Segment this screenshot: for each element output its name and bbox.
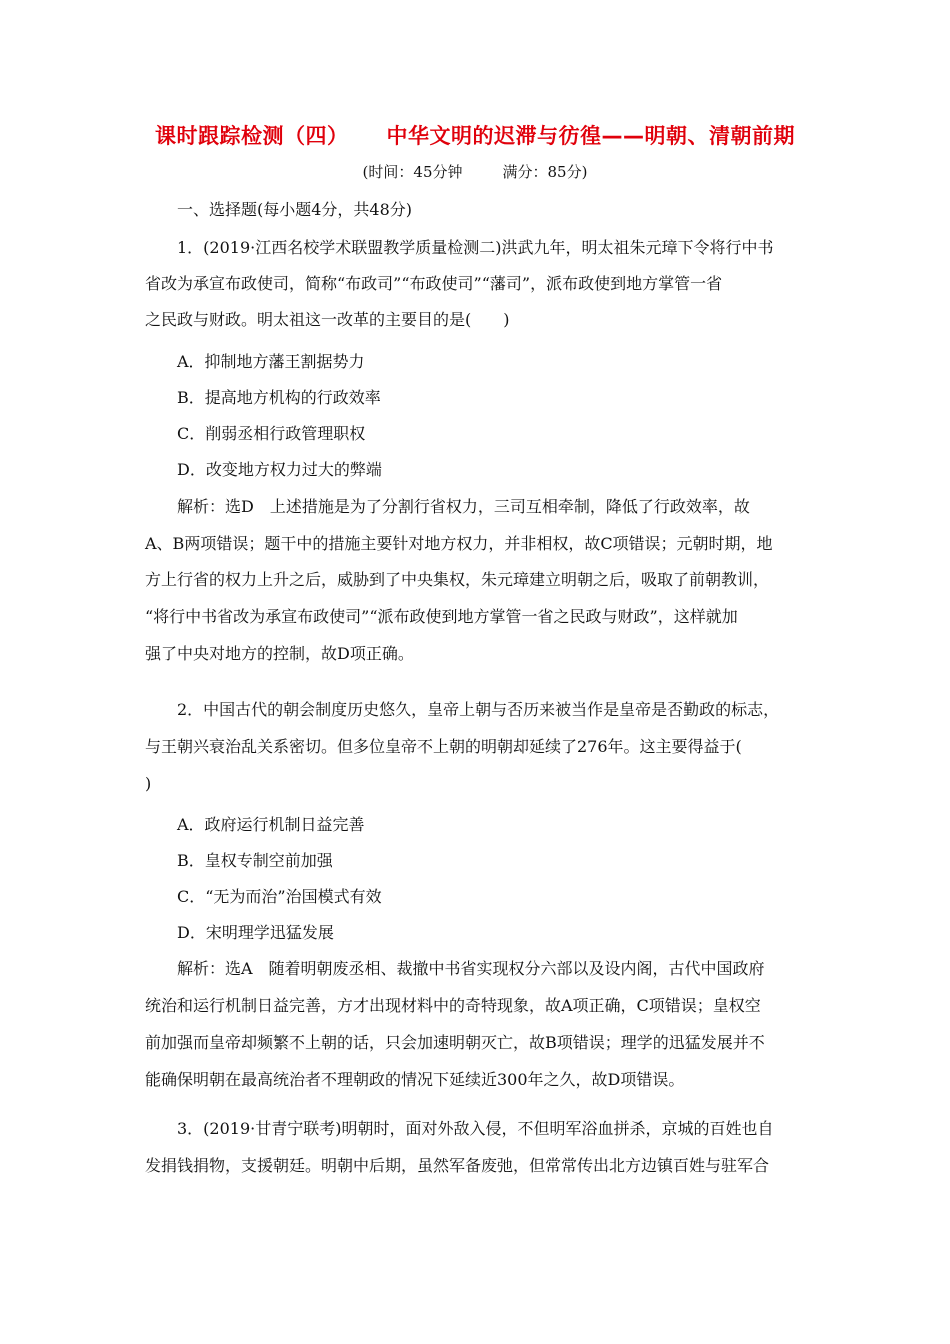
q1-analysis-line: “将行中书省改为承宣布政使司”“派布政使到地方掌管一省之民政与财政”，这样就加 xyxy=(145,607,738,626)
section-heading: 一、选择题(每小题4分，共48分) xyxy=(177,200,413,219)
q1-option-c: C．削弱丞相行政管理职权 xyxy=(177,424,366,443)
q2-analysis-line: 统治和运行机制日益完善，方才出现材料中的奇特现象，故A项正确，C项错误；皇权空 xyxy=(145,996,761,1015)
exam-score: 满分：85分) xyxy=(502,163,588,181)
q1-analysis-line: 强了中央对地方的控制，故D项正确。 xyxy=(145,644,414,663)
q2-analysis-line: 前加强而皇帝却频繁不上朝的话，只会加速明朝灭亡，故B项错误；理学的迅猛发展并不 xyxy=(145,1033,765,1052)
q2-option-a: A．政府运行机制日益完善 xyxy=(177,815,365,834)
q1-analysis-line: 方上行省的权力上升之后，威胁到了中央集权，朱元璋建立明朝之后，吸取了前朝教训， xyxy=(145,570,770,589)
title-series: 课时跟踪检测（四） xyxy=(155,124,349,148)
q2-stem-line: 2．中国古代的朝会制度历史悠久，皇帝上朝与否历来被当作是皇帝是否勤政的标志， xyxy=(177,700,780,719)
page-title xyxy=(0,120,950,150)
exam-time: (时间：45分钟 xyxy=(362,163,463,181)
q2-stem-line: ) xyxy=(145,774,152,793)
q1-analysis-line: 解析：选D 上述措施是为了分割行省权力，三司互相牵制，降低了行政效率，故 xyxy=(177,497,750,516)
q1-stem-line: 1．(2019·江西名校学术联盟教学质量检测二)洪武九年，明太祖朱元璋下令将行中书 xyxy=(177,238,774,257)
q1-stem-line: 省改为承宣布政使司，简称“布政司”“布政使司”“藩司”，派布政使到地方掌管一省 xyxy=(145,274,723,293)
exam-meta xyxy=(0,161,950,182)
q1-option-a: A．抑制地方藩王割据势力 xyxy=(177,352,365,371)
q3-stem-line: 发捐钱捐物，支援朝廷。明朝中后期，虽然军备废弛，但常常传出北方边镇百姓与驻军合 xyxy=(145,1156,770,1175)
q2-analysis-line: 能确保明朝在最高统治者不理朝政的情况下延续近300年之久，故D项错误。 xyxy=(145,1070,685,1089)
q3-stem-line: 3．(2019·甘青宁联考)明朝时，面对外敌入侵，不但明军浴血拼杀，京城的百姓也自 xyxy=(177,1119,774,1138)
q1-option-b: B．提高地方机构的行政效率 xyxy=(177,388,381,407)
q1-option-d: D．改变地方权力过大的弊端 xyxy=(177,460,382,479)
q2-stem-line: 与王朝兴衰治乱关系密切。但多位皇帝不上朝的明朝却延续了276年。这主要得益于( xyxy=(145,737,742,756)
q2-analysis-line: 解析：选A 随着明朝废丞相、裁撤中书省实现权分六部以及设内阁，古代中国政府 xyxy=(177,959,765,978)
q2-option-b: B．皇权专制空前加强 xyxy=(177,851,333,870)
q1-stem-line: 之民政与财政。明太祖这一改革的主要目的是( ) xyxy=(145,310,510,329)
q1-analysis-line: A、B两项错误；题干中的措施主要针对地方权力，并非相权，故C项错误；元朝时期，地 xyxy=(145,534,773,553)
q2-option-d: D．宋明理学迅猛发展 xyxy=(177,923,334,942)
title-topic: 中华文明的迟滞与彷徨——明朝、清朝前期 xyxy=(386,124,795,148)
q2-option-c: C．“无为而治”治国模式有效 xyxy=(177,887,382,906)
